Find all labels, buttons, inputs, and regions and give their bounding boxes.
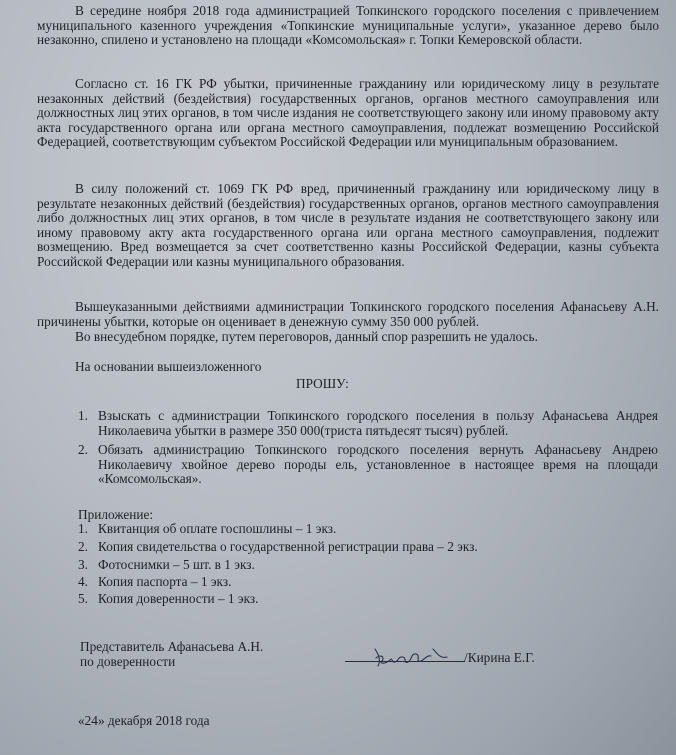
signatory-name: /Кирина Е.Г. <box>464 650 535 665</box>
document-date: «24» декабря 2018 года <box>78 713 210 728</box>
request-number: 2. <box>78 442 88 457</box>
attachment-number: 3. <box>78 557 88 572</box>
request-item-text: Взыскать с администрации Топкинского городского поселения в пользу Афанасьева Андрея Николаевича убытки в размере 350 000(триста пятьдесят тысяч) рублей. <box>98 408 658 438</box>
request-number: 1. <box>78 408 88 423</box>
attachment-number: 1. <box>78 521 88 536</box>
paragraph-tree-removal: В середине ноября 2018 года администрацией Топкинского городского поселения с привлечением муниципального казенного учреждения «Топкинские муниципальные услуги», указанное дерево было незаконно, спилено и установлено на площади «Комсомольская» г. Топки Кемеровской области. <box>37 3 659 48</box>
paragraph-damages: Вышеуказанными действиями администрации Топкинского городского поселения Афанасьеву А.Н. причинены убытки, которые он оценивает в денежную сумму 350 000 рублей. <box>37 299 659 329</box>
attachment-number: 2. <box>78 539 88 554</box>
attachment-item: Копия доверенности – 1 экз. <box>98 591 259 606</box>
attachment-number: 5. <box>78 591 88 606</box>
signatory-title: Представитель Афанасьева А.Н. <box>80 639 264 654</box>
request-heading: ПРОШУ: <box>296 376 349 391</box>
attachment-item: Квитанция об оплате госпошлины – 1 экз. <box>98 521 337 536</box>
request-item-text: Обязать администрацию Топкинского городского поселения вернуть Афанасьеву Андрею Николаевичу хвойное дерево породы ель, установленное в настоящее время на площади «Комсомольская». <box>98 442 658 487</box>
basis-line: На основании вышеизложенного <box>75 359 262 374</box>
attachment-item: Фотоснимки – 5 шт. в 1 экз. <box>98 557 255 572</box>
attachments-heading: Приложение: <box>78 507 154 522</box>
attachment-item: Копия свидетельства о государственной регистрации права – 2 экз. <box>98 539 478 554</box>
paragraph-article-16: Согласно ст. 16 ГК РФ убытки, причиненные гражданину или юридическому лицу в результате незаконных действий (бездействия) государственных органов, органов местного самоуправления или должностных лиц этих органов, в том числе издания не соответствующего закону или иному правовому акту акта государственного органа или органа местного самоуправления, подлежат возмещению Российской Федерацией, соответствующим субъектом Российской Федерации или муниципальным образованием. <box>37 76 659 150</box>
attachment-item: Копия паспорта – 1 экз. <box>98 574 232 589</box>
paragraph-article-1069: В силу положений ст. 1069 ГК РФ вред, причиненный гражданину или юридическому лицу в результате незаконных действий (бездействия) государственных органов, органов местного самоуправления либо должностных лиц этих органов, в том числе в результате издания не соответствующего закону или иному правовому акту акта государственного органа или органа местного самоуправления, подлежит возмещению. Вред возмещается за счет соответственно казны Российской Федерации, казны субъекта Российской Федерации или казны муниципального образования. <box>37 181 659 269</box>
signatory-basis: по доверенности <box>80 654 176 669</box>
attachment-number: 4. <box>78 574 88 589</box>
signature-icon <box>345 645 465 667</box>
paragraph-pretrial: Во внесудебном порядке, путем переговоров, данный спор разрешить не удалось. <box>75 329 538 344</box>
